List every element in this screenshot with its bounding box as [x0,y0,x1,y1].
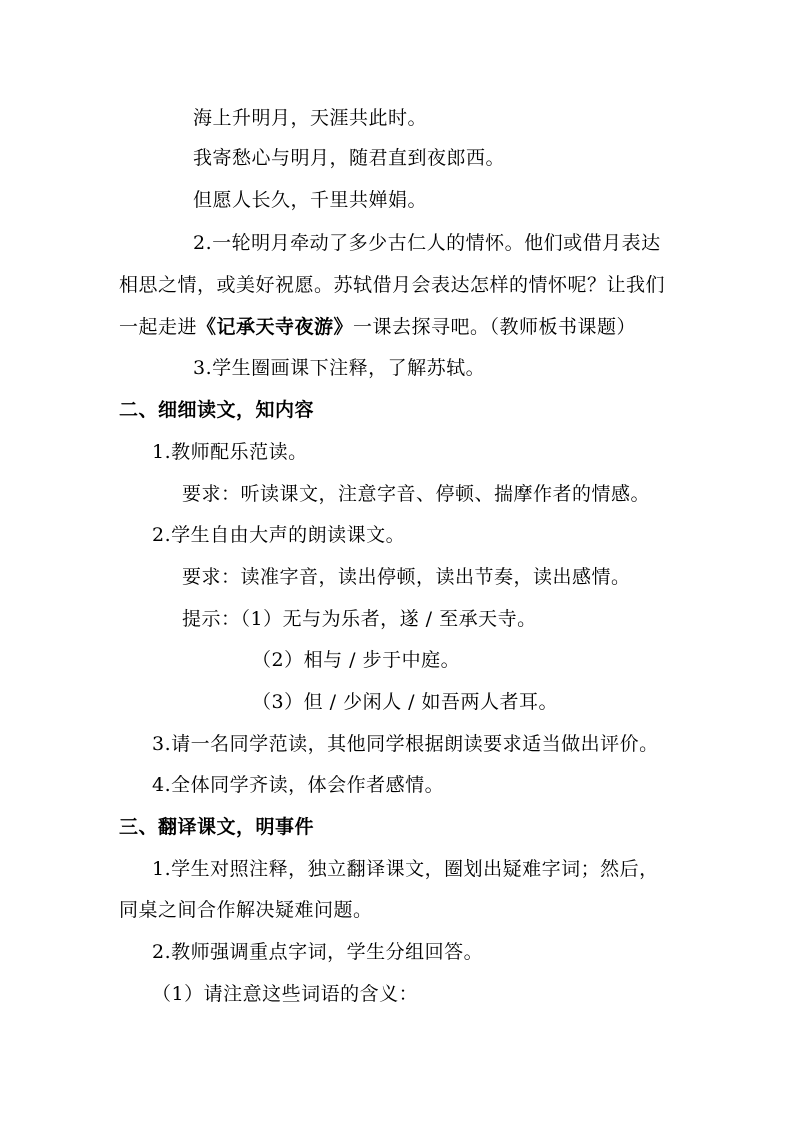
paragraph-3: 3.学生圈画课下注释，了解苏轼。 [193,357,486,379]
text-segment: 一课去探寻吧。（教师板书课题） [353,316,637,338]
translate-item-2: 2.教师强调重点字词，学生分组回答。 [152,941,484,963]
translate-item-1-line-2: 同桌之间合作解决疑难问题。 [119,899,373,921]
translate-item-1-line-1: 1.学生对照注释，独立翻译课文，圈划出疑难字词；然后， [152,858,659,880]
poem-line-2: 我寄愁心与明月，随君直到夜郎西。 [193,147,506,169]
item-3: 3.请一名同学范读，其他同学根据朗读要求适当做出评价。 [152,733,659,755]
item-2: 2.学生自由大声的朗读课文。 [152,524,406,546]
item-1-requirement: 要求：听读课文，注意字音、停顿、揣摩作者的情感。 [182,483,651,505]
translate-subitem-1: （1）请注意这些词语的含义： [152,983,419,1005]
lesson-title: 《记承天寺夜游》 [197,316,354,338]
item-2-hint-3: （3）但 / 少闲人 / 如吾两人者耳。 [252,691,559,713]
section-heading-3: 三、翻译课文，明事件 [119,816,315,838]
paragraph-2-line-2: 相思之情，或美好祝愿。苏轼借月会表达怎样的情怀呢？让我们 [119,274,666,296]
item-2-requirement: 要求：读准字音，读出停顿，读出节奏，读出感情。 [182,566,631,588]
poem-line-1: 海上升明月，天涯共此时。 [193,107,428,129]
section-heading-2: 二、细细读文，知内容 [119,399,315,421]
paragraph-2-line-1: 2.一轮明月牵动了多少古仁人的情怀。他们或借月表达 [193,232,661,254]
poem-line-3: 但愿人长久，千里共婵娟。 [193,189,428,211]
text-segment: 一起走进 [119,316,198,338]
item-2-hint-2: （2）相与 / 步于中庭。 [252,649,461,671]
item-2-hint-1: 提示：（1）无与为乐者，遂 / 至承天寺。 [182,608,537,630]
item-4: 4.全体同学齐读，体会作者感情。 [152,774,445,796]
item-1: 1.教师配乐范读。 [152,441,308,463]
paragraph-2-line-3 [119,315,636,339]
